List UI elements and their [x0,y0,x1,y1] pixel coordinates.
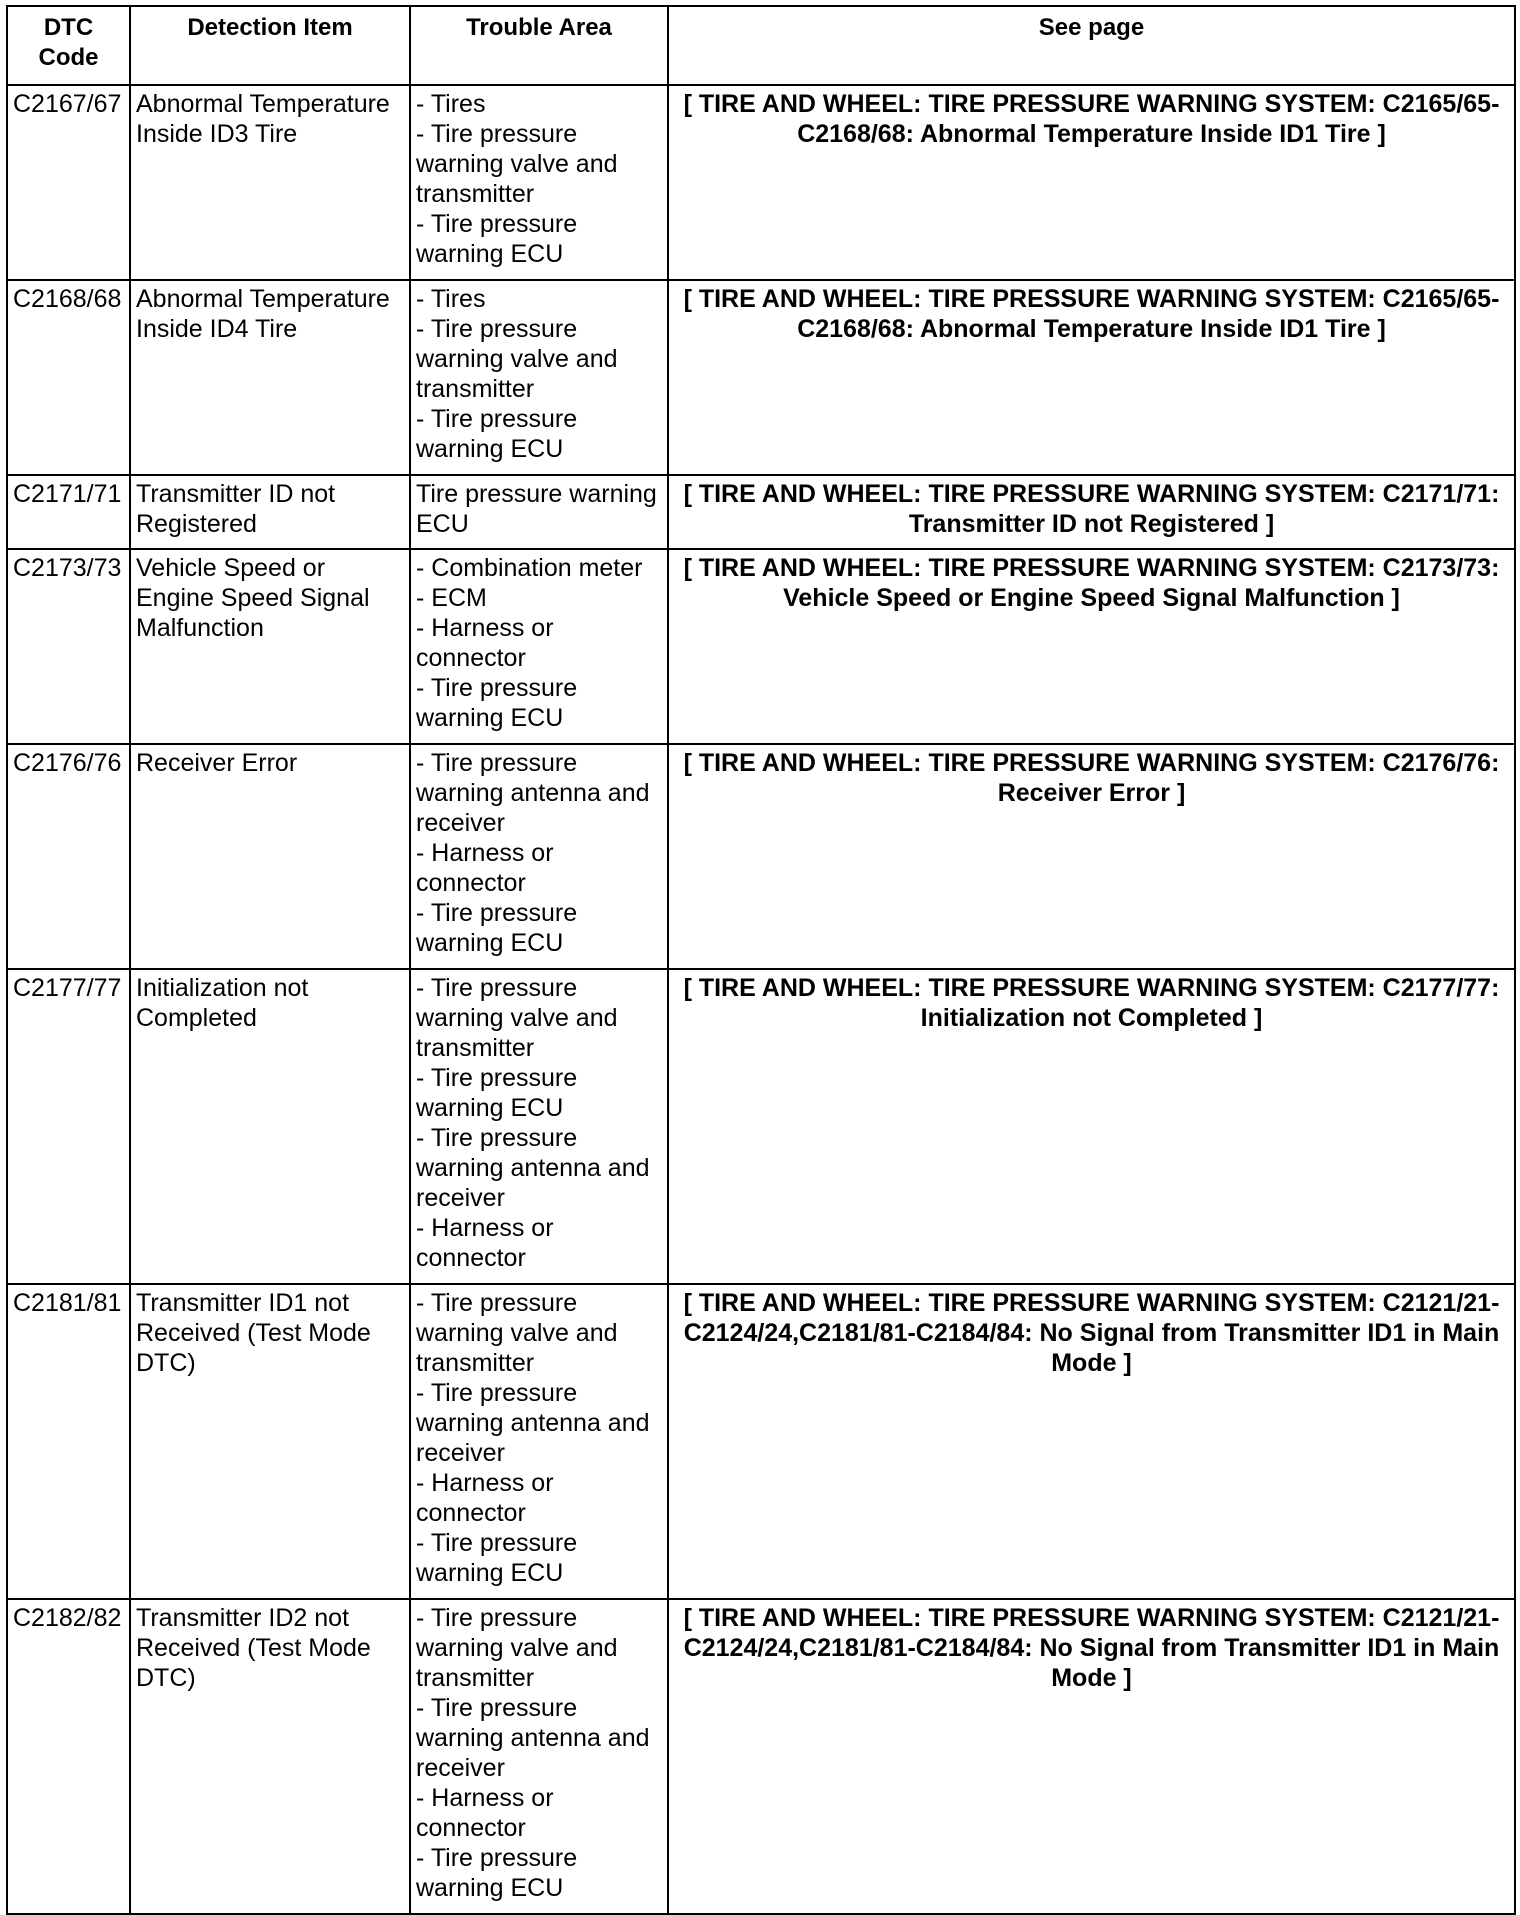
trouble-area-cell [410,475,668,549]
dtc-code-cell: C2176/76 [7,744,130,969]
see-page-link[interactable]: [ TIRE AND WHEEL: TIRE PRESSURE WARNING SYSTEM: C2121/21-C2124/24,C2181/81-C2184/84: No Signal from Transmitter ID1 in Main Mode ] [668,1599,1515,1914]
dtc-code-cell: C2173/73 [7,549,130,744]
trouble-area-line: - Combination meter [416,554,643,582]
trouble-area-line: - Harness or connector [416,1469,554,1527]
dtc-code-cell: C2167/67 [7,85,130,280]
trouble-area-cell [410,1284,668,1599]
trouble-area-line: - Harness or connector [416,1214,554,1272]
table-row [7,969,1515,1284]
trouble-area-line: - Tire pressure warning ECU [416,1529,578,1587]
detection-item-cell: Transmitter ID2 not Received (Test Mode DTC) [130,1599,410,1914]
see-page-link[interactable]: [ TIRE AND WHEEL: TIRE PRESSURE WARNING SYSTEM: C2165/65-C2168/68: Abnormal Temperature Inside ID1 Tire ] [668,85,1515,280]
trouble-area-line: - Tire pressure warning antenna and receiver [416,1124,650,1212]
detection-item-cell: Transmitter ID not Registered [130,475,410,549]
table-row [7,1284,1515,1599]
see-page-link[interactable]: [ TIRE AND WHEEL: TIRE PRESSURE WARNING SYSTEM: C2177/77: Initialization not Completed ] [668,969,1515,1284]
trouble-area-line: - Tire pressure warning ECU [416,1064,578,1122]
header-dtc-code: DTC Code [7,6,130,85]
see-page-link[interactable]: [ TIRE AND WHEEL: TIRE PRESSURE WARNING SYSTEM: C2121/21-C2124/24,C2181/81-C2184/84: No Signal from Transmitter ID1 in Main Mode ] [668,1284,1515,1599]
detection-item-cell: Vehicle Speed or Engine Speed Signal Malfunction [130,549,410,744]
detection-item-cell: Abnormal Temperature Inside ID3 Tire [130,85,410,280]
trouble-area-line: - Tire pressure warning ECU [416,1844,578,1902]
trouble-area-line: - Harness or connector [416,1784,554,1842]
trouble-area-line: Tire pressure warning ECU [416,480,657,538]
table-row [7,280,1515,475]
trouble-area-line: - ECM [416,584,487,612]
table-row [7,85,1515,280]
header-trouble-area: Trouble Area [410,6,668,85]
trouble-area-line: - Tire pressure warning ECU [416,674,578,732]
detection-item-cell: Receiver Error [130,744,410,969]
dtc-code-cell: C2181/81 [7,1284,130,1599]
dtc-code-cell: C2168/68 [7,280,130,475]
detection-item-cell: Initialization not Completed [130,969,410,1284]
trouble-area-cell [410,969,668,1284]
trouble-area-line: - Tire pressure warning valve and transmitter [416,120,618,208]
trouble-area-line: - Harness or connector [416,614,554,672]
table-row [7,475,1515,549]
header-detection-item: Detection Item [130,6,410,85]
trouble-area-line: - Tire pressure warning ECU [416,210,578,268]
trouble-area-line: - Tire pressure warning antenna and receiver [416,1379,650,1467]
trouble-area-cell [410,549,668,744]
trouble-area-line: - Tires [416,90,486,118]
table-row [7,1599,1515,1914]
dtc-table [6,5,1516,1915]
trouble-area-line: - Harness or connector [416,839,554,897]
see-page-link[interactable]: [ TIRE AND WHEEL: TIRE PRESSURE WARNING SYSTEM: C2176/76: Receiver Error ] [668,744,1515,969]
trouble-area-line: - Tire pressure warning antenna and receiver [416,1694,650,1782]
see-page-link[interactable]: [ TIRE AND WHEEL: TIRE PRESSURE WARNING SYSTEM: C2173/73: Vehicle Speed or Engine Speed Signal Malfunction ] [668,549,1515,744]
dtc-code-cell: C2182/82 [7,1599,130,1914]
trouble-area-line: - Tire pressure warning ECU [416,405,578,463]
header-see-page: See page [668,6,1515,85]
trouble-area-cell [410,744,668,969]
table-row [7,549,1515,744]
trouble-area-line: - Tire pressure warning valve and transmitter [416,315,618,403]
detection-item-cell: Abnormal Temperature Inside ID4 Tire [130,280,410,475]
trouble-area-line: - Tire pressure warning valve and transmitter [416,974,618,1062]
see-page-link[interactable]: [ TIRE AND WHEEL: TIRE PRESSURE WARNING SYSTEM: C2165/65-C2168/68: Abnormal Temperature Inside ID1 Tire ] [668,280,1515,475]
table-row [7,744,1515,969]
dtc-code-cell: C2171/71 [7,475,130,549]
trouble-area-line: - Tire pressure warning valve and transmitter [416,1604,618,1692]
table-header-row [7,6,1515,85]
trouble-area-cell [410,1599,668,1914]
dtc-code-cell: C2177/77 [7,969,130,1284]
see-page-link[interactable]: [ TIRE AND WHEEL: TIRE PRESSURE WARNING SYSTEM: C2171/71: Transmitter ID not Registered ] [668,475,1515,549]
trouble-area-cell [410,85,668,280]
trouble-area-line: - Tire pressure warning ECU [416,899,578,957]
trouble-area-cell [410,280,668,475]
trouble-area-line: - Tire pressure warning antenna and receiver [416,749,650,837]
trouble-area-line: - Tires [416,285,486,313]
trouble-area-line: - Tire pressure warning valve and transmitter [416,1289,618,1377]
detection-item-cell: Transmitter ID1 not Received (Test Mode DTC) [130,1284,410,1599]
